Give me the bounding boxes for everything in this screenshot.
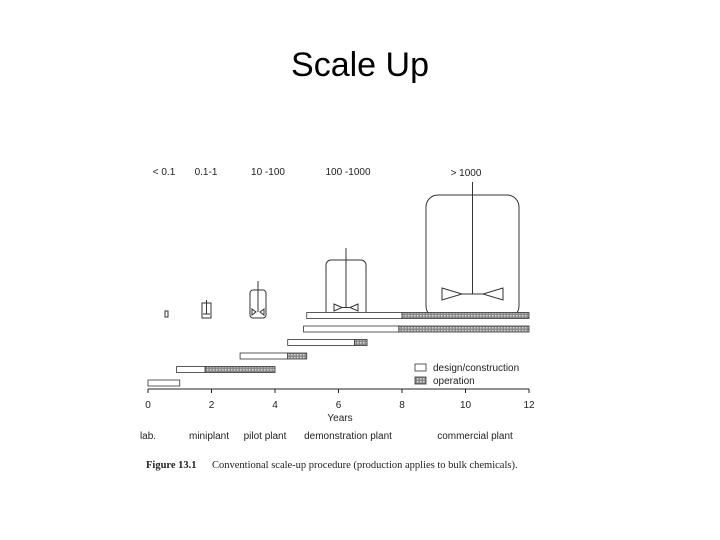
lab-vessel-drawing	[165, 311, 168, 317]
legend-label-design: design/construction	[433, 363, 520, 374]
x-axis-label: Years	[327, 413, 353, 424]
capacity-label-demonstration: 100 -1000	[325, 167, 371, 178]
x-tick-label: 2	[208, 400, 215, 411]
schedule-bars	[148, 313, 529, 387]
operation-bar	[288, 353, 307, 359]
stage-label-demonstration: demonstration plant	[304, 431, 392, 442]
design-bar	[177, 367, 206, 373]
capacity-label-lab: < 0.1	[152, 167, 176, 178]
legend-swatch-design	[415, 364, 426, 371]
figure-caption-label: Figure 13.1	[146, 460, 197, 471]
legend	[415, 363, 519, 387]
x-tick-label: 6	[335, 400, 342, 411]
slide-title: Scale Up	[291, 46, 429, 84]
design-bar	[240, 353, 288, 359]
x-tick-label: 0	[145, 400, 151, 411]
commercial-vessel-drawing	[426, 182, 519, 318]
legend-label-operation: operation	[433, 376, 475, 387]
x-tick-label: 4	[272, 400, 278, 411]
stage-label-lab: lab.	[139, 431, 157, 442]
stage-label-pilot: pilot plant	[243, 431, 287, 442]
x-tick-label: 8	[399, 400, 405, 411]
stage-label-commercial: commercial plant	[437, 431, 513, 442]
pilot-vessel-drawing	[250, 281, 266, 318]
capacity-label-pilot: 10 -100	[251, 167, 285, 178]
figure-caption-text: Conventional scale-up procedure (production applies to bulk chemicals).	[212, 460, 518, 471]
operation-bar	[402, 313, 529, 319]
operation-bar	[399, 326, 529, 332]
operation-bar	[354, 340, 367, 346]
x-axis	[145, 389, 535, 411]
design-bar	[148, 380, 180, 386]
capacity-label-miniplant: 0.1-1	[194, 167, 218, 178]
x-tick-label: 12	[523, 400, 535, 411]
demonstration-vessel-drawing	[326, 248, 366, 318]
miniplant-vessel-drawing	[202, 300, 211, 318]
x-tick-label: 10	[459, 400, 472, 411]
legend-swatch-operation	[415, 377, 426, 384]
stage-label-miniplant: miniplant	[188, 431, 230, 442]
capacity-label-commercial: > 1000	[450, 168, 482, 179]
design-bar	[288, 340, 355, 346]
design-bar	[307, 313, 402, 319]
design-bar	[304, 326, 399, 332]
operation-bar	[205, 367, 275, 373]
